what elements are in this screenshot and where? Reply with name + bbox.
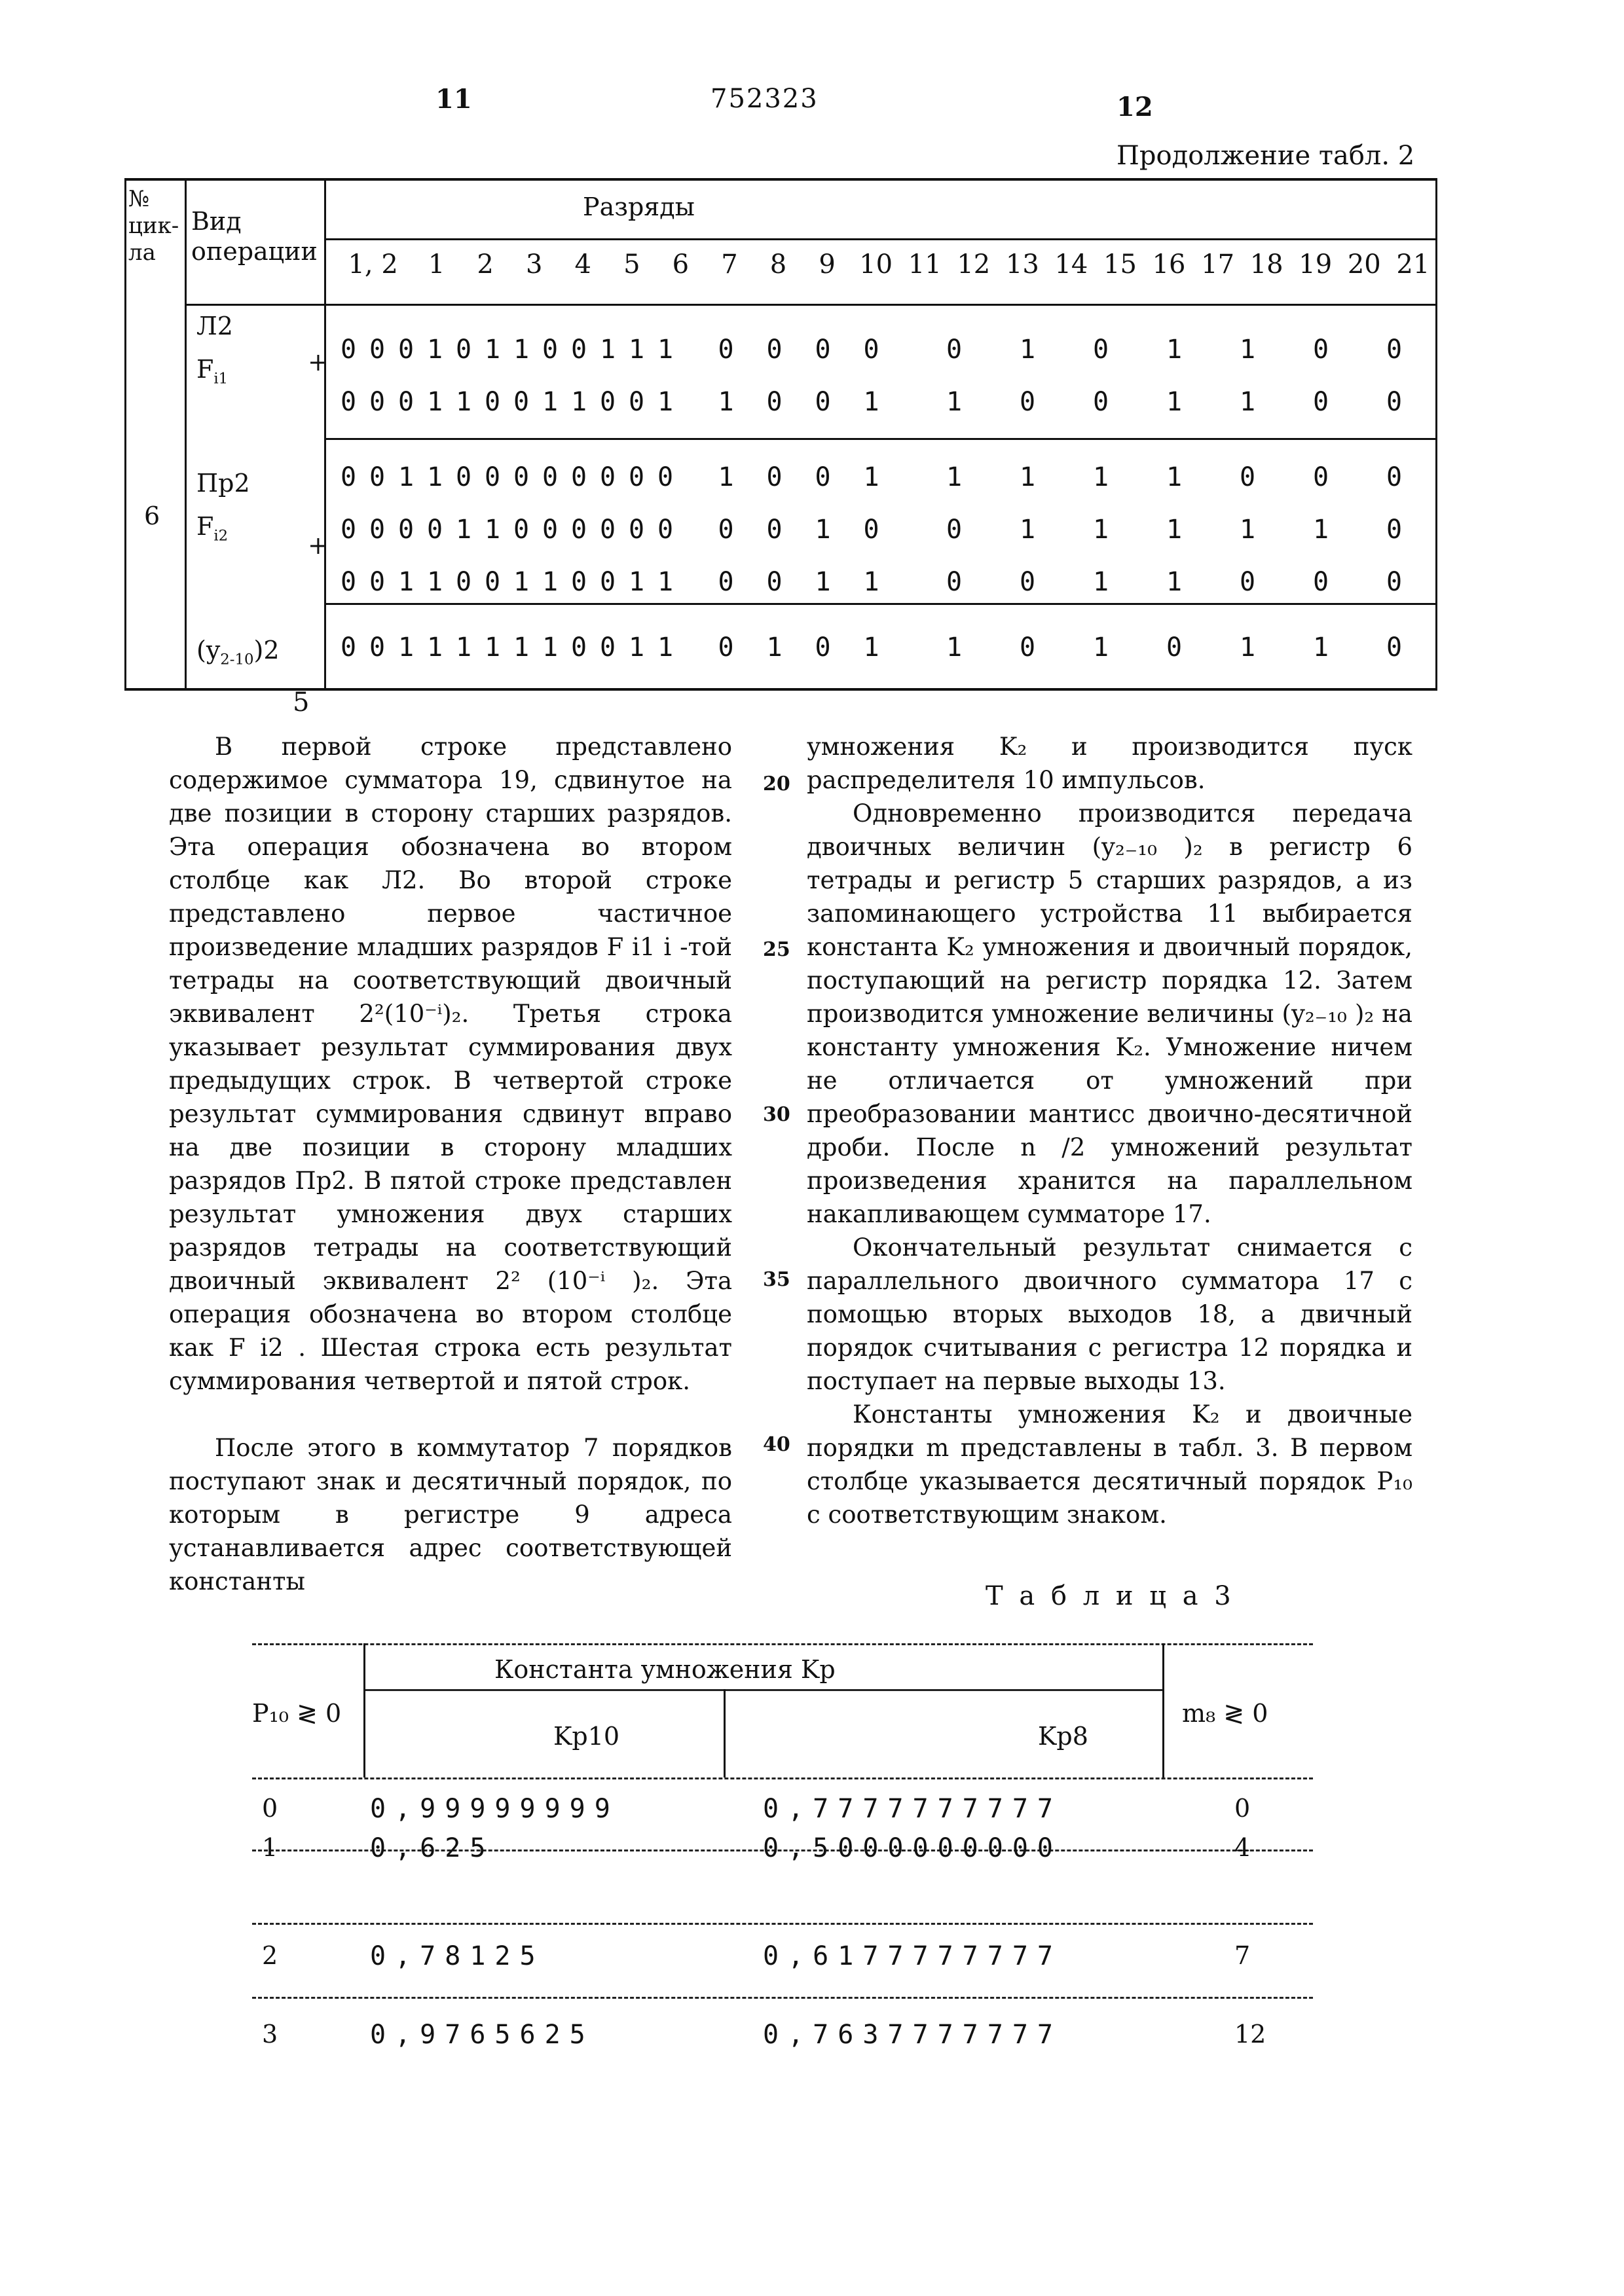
digit-position: 2 [477, 249, 494, 280]
bit: 0 [513, 462, 530, 492]
bit: 0 [340, 335, 357, 365]
bit: 0 [599, 567, 616, 597]
digit-position: 12 [957, 249, 991, 280]
bit: 0 [369, 387, 386, 417]
bit: 0 [628, 387, 645, 417]
bit: 1 [1166, 335, 1183, 365]
bit: 0 [340, 515, 357, 545]
bit: 0 [570, 515, 587, 545]
bit-row [334, 462, 1431, 492]
bit: 0 [1312, 462, 1329, 492]
table3-cell-kp8: 0,6177777777 [763, 1941, 1062, 1971]
bit: 0 [1019, 632, 1036, 663]
bit-row [334, 632, 1431, 663]
table3-cell-kp8: 0,7637777777 [763, 2020, 1062, 2050]
table3-cell-kp8: 0,7777777777 [763, 1794, 1062, 1824]
bit: 0 [657, 462, 674, 492]
bit: 1 [1312, 515, 1329, 545]
bit-group-tail [917, 567, 1431, 597]
bit: 0 [1019, 387, 1036, 417]
bit: 0 [946, 567, 963, 597]
bit: 1 [542, 632, 559, 663]
bit: 1 [426, 462, 443, 492]
bit: 1 [1312, 632, 1329, 663]
bit: 1 [946, 632, 963, 663]
bit: 1 [1092, 567, 1109, 597]
digit-position: 1, 2 [348, 249, 398, 280]
bit-group-head [334, 515, 680, 545]
right-paragraph-4: Константы умножения K₂ и двоичные порядки m представлены в табл. 3. В первом столбце указывается десятичный порядок P₁₀ с соответствующим знаком. [807, 1400, 1412, 1529]
right-paragraph-2: Одновременно производится передача двоичных величин (y₂₋₁₀ )₂ в регистр 6 тетрады и регистр 5 старших разрядов, а из запоминающего устройства 11 выбирается константа K₂ умножения и двоичный порядок, поступающий на регистр порядка 12. Затем производится умножение величины (y₂₋₁₀ )₂ на константу умножения K₂. Умножение ничем не отличается от умножений при преобразовании мантисс двоично-десятичной дроби. После n /2 умножений результат произведения хранится на параллельном накапливающем сумматоре 17. [807, 799, 1412, 1228]
bit: 0 [863, 515, 879, 545]
bit: 0 [815, 387, 831, 417]
digit-position: 17 [1201, 249, 1235, 280]
bit: 0 [766, 335, 783, 365]
table3-cell-kp8: 0,5000000000 [763, 1833, 1062, 1863]
bit: 0 [542, 462, 559, 492]
bit-group-head [334, 632, 680, 663]
plus-sign: + [308, 531, 329, 560]
bit: 0 [340, 632, 357, 663]
bit: 0 [426, 515, 443, 545]
bit: 1 [513, 567, 530, 597]
bit: 1 [628, 632, 645, 663]
bit: 0 [1386, 335, 1403, 365]
bit: 1 [946, 387, 963, 417]
table3-cell-kp10: 0,9765625 [370, 2020, 595, 2050]
bit: 0 [766, 515, 783, 545]
bit: 0 [1312, 387, 1329, 417]
table3-cell-p10: 0 [262, 1794, 278, 1823]
bit: 0 [815, 335, 831, 365]
bit: 0 [1092, 387, 1109, 417]
bit: 0 [718, 567, 734, 597]
bit-group-tail [917, 462, 1431, 492]
bit-row [334, 387, 1431, 417]
bit: 1 [484, 632, 501, 663]
bit: 0 [397, 387, 415, 417]
bit: 0 [570, 462, 587, 492]
operation-label: $(y_{2-10})2$ [196, 636, 280, 668]
bit: 1 [1166, 567, 1183, 597]
bit: 1 [1166, 515, 1183, 545]
bit: 0 [340, 567, 357, 597]
bit: 0 [1092, 335, 1109, 365]
bit: 0 [513, 515, 530, 545]
bit: 0 [484, 462, 501, 492]
left-paragraph-2: После этого в коммутатор 7 порядков поступают знак и десятичный порядок, по которым в регистре 9 адреса устанавливается адрес соответствующей константы [169, 1434, 732, 1595]
digit-position: 5 [623, 249, 640, 280]
patent-number: 752323 [710, 84, 819, 114]
bit: 0 [599, 387, 616, 417]
bit: 1 [1166, 387, 1183, 417]
bit: 0 [599, 462, 616, 492]
bit: 0 [369, 567, 386, 597]
bit: 0 [369, 632, 386, 663]
bit: 1 [542, 387, 559, 417]
operation-type-header: Вид операции [191, 207, 318, 266]
bit-group-mid [702, 335, 896, 365]
bit: 1 [455, 515, 472, 545]
digit-position: 18 [1249, 249, 1283, 280]
bit: 1 [1239, 335, 1256, 365]
bit: 1 [863, 387, 879, 417]
right-paragraph-1: умножения K₂ и производится пуск распределителя 10 импульсов. [807, 733, 1412, 794]
bit-group-tail [917, 335, 1431, 365]
bit: 1 [513, 632, 530, 663]
page-number-right: 12 [1116, 92, 1153, 122]
kp8-header: Kр8 [1038, 1722, 1088, 1751]
table-footnote-number: 5 [293, 687, 310, 718]
bit: 1 [718, 387, 734, 417]
bit: 1 [815, 567, 831, 597]
bit: 0 [599, 632, 616, 663]
bit-group-head [334, 335, 680, 365]
cycle-number-header: № цик- ла [128, 186, 179, 266]
bit: 0 [718, 335, 734, 365]
bit: 1 [657, 387, 674, 417]
table-3-title: Т а б л и ц а 3 [986, 1581, 1235, 1611]
digit-positions-row [334, 249, 1437, 280]
bit: 0 [369, 335, 386, 365]
right-text-column [807, 730, 1412, 1531]
bit: 0 [1386, 387, 1403, 417]
table-continuation-caption: Продолжение табл. 2 [1116, 141, 1415, 171]
bit: 1 [1166, 462, 1183, 492]
digit-position: 8 [769, 249, 787, 280]
bit: 1 [455, 387, 472, 417]
bit: 1 [570, 387, 587, 417]
bit: 0 [369, 515, 386, 545]
kp10-header: Kр10 [553, 1722, 620, 1751]
bit: 0 [766, 567, 783, 597]
table3-cell-kp10: 0,625 [370, 1833, 495, 1863]
bit: 1 [946, 462, 963, 492]
bit: 0 [628, 515, 645, 545]
digit-position: 13 [1005, 249, 1039, 280]
bit: 0 [1386, 462, 1403, 492]
bit: 0 [397, 515, 415, 545]
bit: 1 [426, 632, 443, 663]
bit: 1 [657, 335, 674, 365]
bit: 0 [513, 387, 530, 417]
bit: 0 [1386, 567, 1403, 597]
bit: 1 [863, 567, 879, 597]
bit: 0 [570, 335, 587, 365]
bit: 1 [1239, 632, 1256, 663]
bit-group-head [334, 462, 680, 492]
bit: 1 [484, 515, 501, 545]
bit-row [334, 567, 1431, 597]
bit: 0 [1019, 567, 1036, 597]
bit: 0 [455, 462, 472, 492]
digits-header: Разряды [583, 192, 695, 221]
bit-group-mid [702, 515, 896, 545]
bit: 1 [1239, 515, 1256, 545]
table3-cell-p10: 1 [262, 1833, 278, 1862]
bit: 0 [1166, 632, 1183, 663]
bit: 0 [397, 335, 415, 365]
bit: 0 [455, 567, 472, 597]
digit-position: 1 [428, 249, 445, 280]
bit: 1 [628, 335, 645, 365]
line-number-40: 40 [763, 1433, 790, 1456]
table3-cell-kp10: 0,78125 [370, 1941, 545, 1971]
bit-group-head [334, 567, 680, 597]
bit-group-mid [702, 632, 896, 663]
bit: 1 [1092, 632, 1109, 663]
table3-cell-m8: 12 [1234, 2020, 1266, 2049]
multiplication-constant-header: Константа умножения Kр [494, 1655, 836, 1684]
bit: 0 [542, 515, 559, 545]
bit: 0 [599, 515, 616, 545]
digit-position: 4 [574, 249, 591, 280]
bit: 0 [815, 632, 831, 663]
bit-group-mid [702, 567, 896, 597]
digit-position: 15 [1103, 249, 1137, 280]
table3-cell-kp10: 0,99999999 [370, 1794, 619, 1824]
line-number-35: 35 [763, 1268, 790, 1291]
bit: 0 [369, 462, 386, 492]
m8-header: m₈ ≷ 0 [1182, 1699, 1268, 1728]
bit: 1 [863, 462, 879, 492]
bit: 1 [1092, 462, 1109, 492]
bit-group-tail [917, 515, 1431, 545]
bit: 0 [1386, 515, 1403, 545]
bit: 1 [1019, 335, 1036, 365]
bit: 0 [1239, 462, 1256, 492]
p10-header: P₁₀ ≷ 0 [252, 1699, 342, 1728]
digit-position: 19 [1299, 249, 1333, 280]
bit: 1 [863, 632, 879, 663]
table3-cell-p10: 2 [262, 1941, 278, 1970]
bit: 1 [484, 335, 501, 365]
bit: 0 [340, 387, 357, 417]
table3-cell-m8: 0 [1234, 1794, 1251, 1823]
bit: 0 [766, 387, 783, 417]
page-number-left: 11 [435, 84, 472, 115]
bit: 0 [946, 335, 963, 365]
line-number-30: 30 [763, 1103, 790, 1126]
digit-position: 14 [1054, 249, 1088, 280]
left-text-column [169, 730, 732, 1598]
bit: 1 [397, 567, 415, 597]
bit: 1 [426, 567, 443, 597]
left-paragraph-1: В первой строке представлено содержимое сумматора 19, сдвинутое на две позиции в сторону старших разрядов. Эта операция обозначена во втором столбце как Л2. Во второй строке представлено первое частичное произведение младших разрядов F i1 i -той тетрады на соответствующий двоичный эквивалент 2²(10⁻ⁱ)₂. Третья строка указывает результат суммирования двух предыдущих строк. В четвертой строке результат суммирования сдвинут вправо на две позиции в сторону младших разрядов Пр2. В пятой строке представлен результат умножения двух старших разрядов тетрады на соответствующий двоичный эквивалент 2² (10⁻ⁱ )₂. Эта операция обозначена во втором столбце как F i2 . Шестая строка есть результат суммирования четвертой и пятой строк. [169, 733, 732, 1395]
bit: 0 [946, 515, 963, 545]
bit: 0 [542, 335, 559, 365]
bit: 0 [340, 462, 357, 492]
bit: 0 [1312, 335, 1329, 365]
bit: 0 [628, 462, 645, 492]
bit: 1 [542, 567, 559, 597]
digit-position: 21 [1396, 249, 1430, 280]
digit-position: 7 [721, 249, 738, 280]
bit: 1 [426, 387, 443, 417]
digit-position: 6 [672, 249, 690, 280]
bit: 1 [766, 632, 783, 663]
bit-row [334, 515, 1431, 545]
table3-cell-m8: 4 [1234, 1833, 1251, 1862]
bit: 1 [1092, 515, 1109, 545]
bit: 1 [513, 335, 530, 365]
bit: 0 [718, 515, 734, 545]
bit: 1 [426, 335, 443, 365]
bit-row [334, 335, 1431, 365]
bit: 1 [1019, 462, 1036, 492]
bit: 0 [815, 462, 831, 492]
bit: 1 [397, 632, 415, 663]
bit-group-tail [917, 387, 1431, 417]
bit: 1 [455, 632, 472, 663]
digit-position: 10 [859, 249, 893, 280]
bit: 1 [1239, 387, 1256, 417]
bit: 0 [718, 632, 734, 663]
line-number-20: 20 [763, 773, 790, 795]
plus-sign: + [308, 348, 329, 376]
bit: 0 [863, 335, 879, 365]
bit: 1 [628, 567, 645, 597]
bit: 1 [397, 462, 415, 492]
line-number-25: 25 [763, 938, 790, 961]
bit-group-tail [917, 632, 1431, 663]
bit-group-mid [702, 387, 896, 417]
table-2 [124, 178, 1437, 691]
right-paragraph-3: Окончательный результат снимается с параллельного двоичного сумматора 17 с помощью вторых выходов 18, а двичный порядок считывания с регистра 12 порядка и поступает на первые выходы 13. [807, 1233, 1412, 1395]
bit: 0 [484, 387, 501, 417]
digit-position: 3 [525, 249, 543, 280]
bit: 0 [1239, 567, 1256, 597]
bit: 0 [484, 567, 501, 597]
table3-cell-p10: 3 [262, 2020, 278, 2049]
bit: 1 [718, 462, 734, 492]
bit: 1 [815, 515, 831, 545]
digit-position: 11 [908, 249, 942, 280]
bit: 0 [1312, 567, 1329, 597]
cycle-number: 6 [144, 501, 160, 530]
table-3 [252, 1643, 1313, 2062]
bit: 0 [1386, 632, 1403, 663]
bit-group-head [334, 387, 680, 417]
table3-cell-m8: 7 [1234, 1941, 1251, 1970]
bit: 0 [657, 515, 674, 545]
digit-position: 9 [819, 249, 836, 280]
bit: 0 [455, 335, 472, 365]
bit: 1 [1019, 515, 1036, 545]
bit-group-mid [702, 462, 896, 492]
bit: 1 [599, 335, 616, 365]
bit: 0 [766, 462, 783, 492]
bit: 1 [657, 567, 674, 597]
operation-label: Пр2 $F_{i2}$ [196, 469, 250, 545]
digit-position: 20 [1347, 249, 1381, 280]
digit-position: 16 [1152, 249, 1186, 280]
operation-label: Л2 $F_{i1}$ [196, 312, 233, 388]
bit: 0 [570, 567, 587, 597]
bit: 1 [657, 632, 674, 663]
bit: 0 [570, 632, 587, 663]
